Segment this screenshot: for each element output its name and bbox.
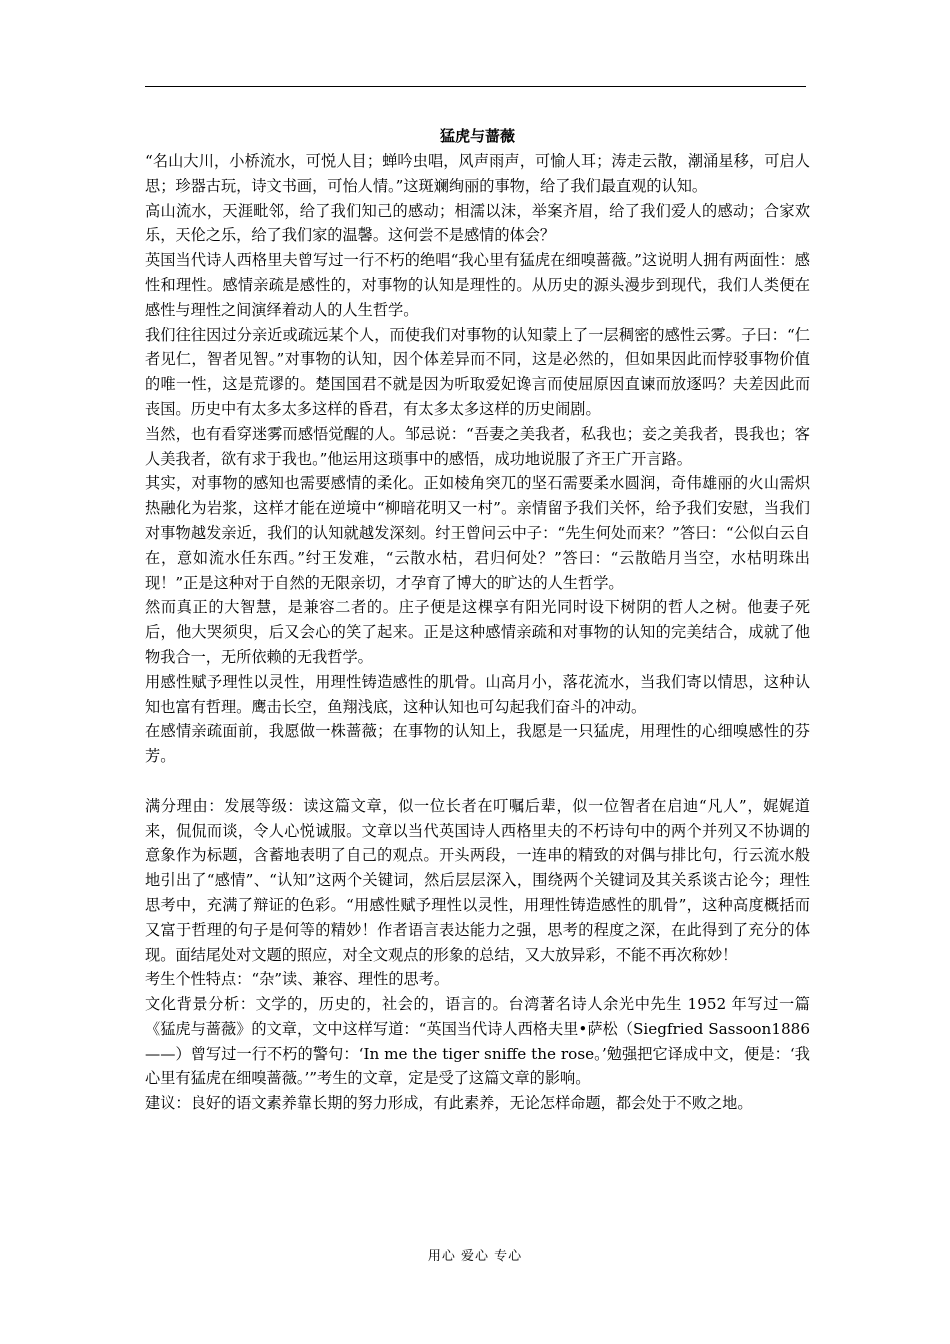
essay-paragraph-7: 然而真正的大智慧，是兼容二者的。庄子便是这棵享有阳光同时设下树阴的哲人之树。他妻子死后，他大哭须臾，后又会心的笑了起来。正是这种感情亲疏和对事物的认知的完美结合，成就了他物我合一，无所依赖的无我哲学。 <box>145 598 810 666</box>
essay-paragraph-9: 在感情亲疏面前，我愿做一株蔷薇；在事物的认知上，我愿是一只猛虎，用理性的心细嗅感性的芬芳。 <box>145 722 810 766</box>
comment-full-score-reason: 满分理由：发展等级：读这篇文章，似一位长者在叮嘱后辈，似一位智者在启迪“凡人”，娓娓道来，侃侃而谈，令人心悦诚服。文章以当代英国诗人西格里夫的不朽诗句中的两个并列又不协调的意象作为标题，含蓄地表明了自己的观点。开头两段，一连串的精致的对偶与排比句，行云流水般地引出了“感情”、“认知”这两个关键词，然后层层深入，围绕两个关键词及其关系谈古论今；理性思考中，充满了辩证的色彩。“用感性赋予理性以灵性，用理性铸造感性的肌骨”，这种高度概括而又富于哲理的句子是何等的精妙！作者语言表达能力之强，思考的程度之深，在此得到了充分的体现。面结尾处对文题的照应，对全文观点的形象的总结，又大放异彩，不能不再次称妙！ <box>145 796 810 964</box>
essay-paragraph-8: 用感性赋予理性以灵性，用理性铸造感性的肌骨。山高月小，落花流水，当我们寄以情思，这种认知也富有哲理。鹰击长空，鱼翔浅底，这种认知也可勾起我们奋斗的冲动。 <box>145 672 810 716</box>
comment-suggestion: 建议：良好的语文素养靠长期的努力形成，有此素养，无论怎样命题，都会处于不败之地。 <box>145 1094 753 1113</box>
essay-paragraph-5: 当然，也有看穿迷雾而感悟觉醒的人。邹忌说：“吾妻之美我者，私我也；妾之美我者，畏我也；客人美我者，欲有求于我也。”他运用这琐事中的感悟，成功地说服了齐王广开言路。 <box>145 424 810 468</box>
essay-paragraph-1: “名山大川，小桥流水，可悦人目；蝉吟虫唱，风声雨声，可愉人耳；涛走云散，潮涌星移，可启人思；珍器古玩，诗文书画，可怡人情。”这斑斓绚丽的事物，给了我们最直观的认知。 <box>145 152 810 195</box>
essay-paragraph-6: 其实，对事物的感知也需要感情的柔化。正如棱角突兀的坚石需要柔水圆润，奇伟雄丽的火山需炽热融化为岩浆，这样才能在逆境中“柳暗花明又一村”。亲情留予我们关怀，给予我们安慰，当我们对事物越发亲近，我们的认知就越发深刻。纣王曾问云中子：“先生何处而来？”答曰：“公似白云自在，意如流水任东西。”纣王发难，“云散水枯，君归何处？”答曰：“云散皓月当空，水枯明珠出现！”正是这种对于自然的无限亲切，才孕育了博大的旷达的人生哲学。 <box>145 474 810 592</box>
essay-paragraph-2: 高山流水，天涯毗邻，给了我们知己的感动；相濡以沫，举案齐眉，给了我们爱人的感动；合家欢乐，天伦之乐，给了我们家的温馨。这何尝不是感情的体会？ <box>145 201 810 245</box>
header-rule <box>145 86 806 87</box>
document-body <box>145 124 810 1116</box>
page-footer: 用心 爱心 专心 <box>427 1249 523 1264</box>
comment-cultural-background: 文化背景分析：文学的，历史的，社会的，语言的。台湾著名诗人余光中先生 1952 年写过一篇《猛虎与蔷薇》的文章，文中这样写道：“英国当代诗人西格夫里•萨松（Siegfried Sassoon1886——）曾写过一行不朽的警句：‘In me the tiger sniffe the rose。’勉强把它译成中文，便是：‘我心里有猛虎在细嗅蔷薇。’”考生的文章，定是受了这篇文章的影响。 <box>145 995 810 1088</box>
section-spacer <box>145 769 810 794</box>
essay-paragraph-4: 我们往往因过分亲近或疏远某个人，而使我们对事物的认知蒙上了一层稠密的感性云雾。子曰：“仁者见仁，智者见智。”对事物的认知，因个体差异而不同，这是必然的，但如果因此而悖驳事物价值的唯一性，这是荒谬的。楚国国君不就是因为听取爱妃谗言而使屈原因直谏而放逐吗？夫差因此而丧国。历史中有太多太多这样的昏君，有太多太多这样的历史闹剧。 <box>145 325 810 418</box>
document-title: 猛虎与蔷薇 <box>439 127 515 145</box>
essay-paragraph-3: 英国当代诗人西格里夫曾写过一行不朽的绝唱“我心里有猛虎在细嗅蔷薇。”这说明人拥有两面性：感性和理性。感情亲疏是感性的，对事物的认知是理性的。从历史的源头漫步到现代，我们人类便在感性与理性之间演绎着动人的人生哲学。 <box>145 251 810 319</box>
comment-personality: 考生个性特点：“杂”读、兼容、理性的思考。 <box>145 970 450 989</box>
